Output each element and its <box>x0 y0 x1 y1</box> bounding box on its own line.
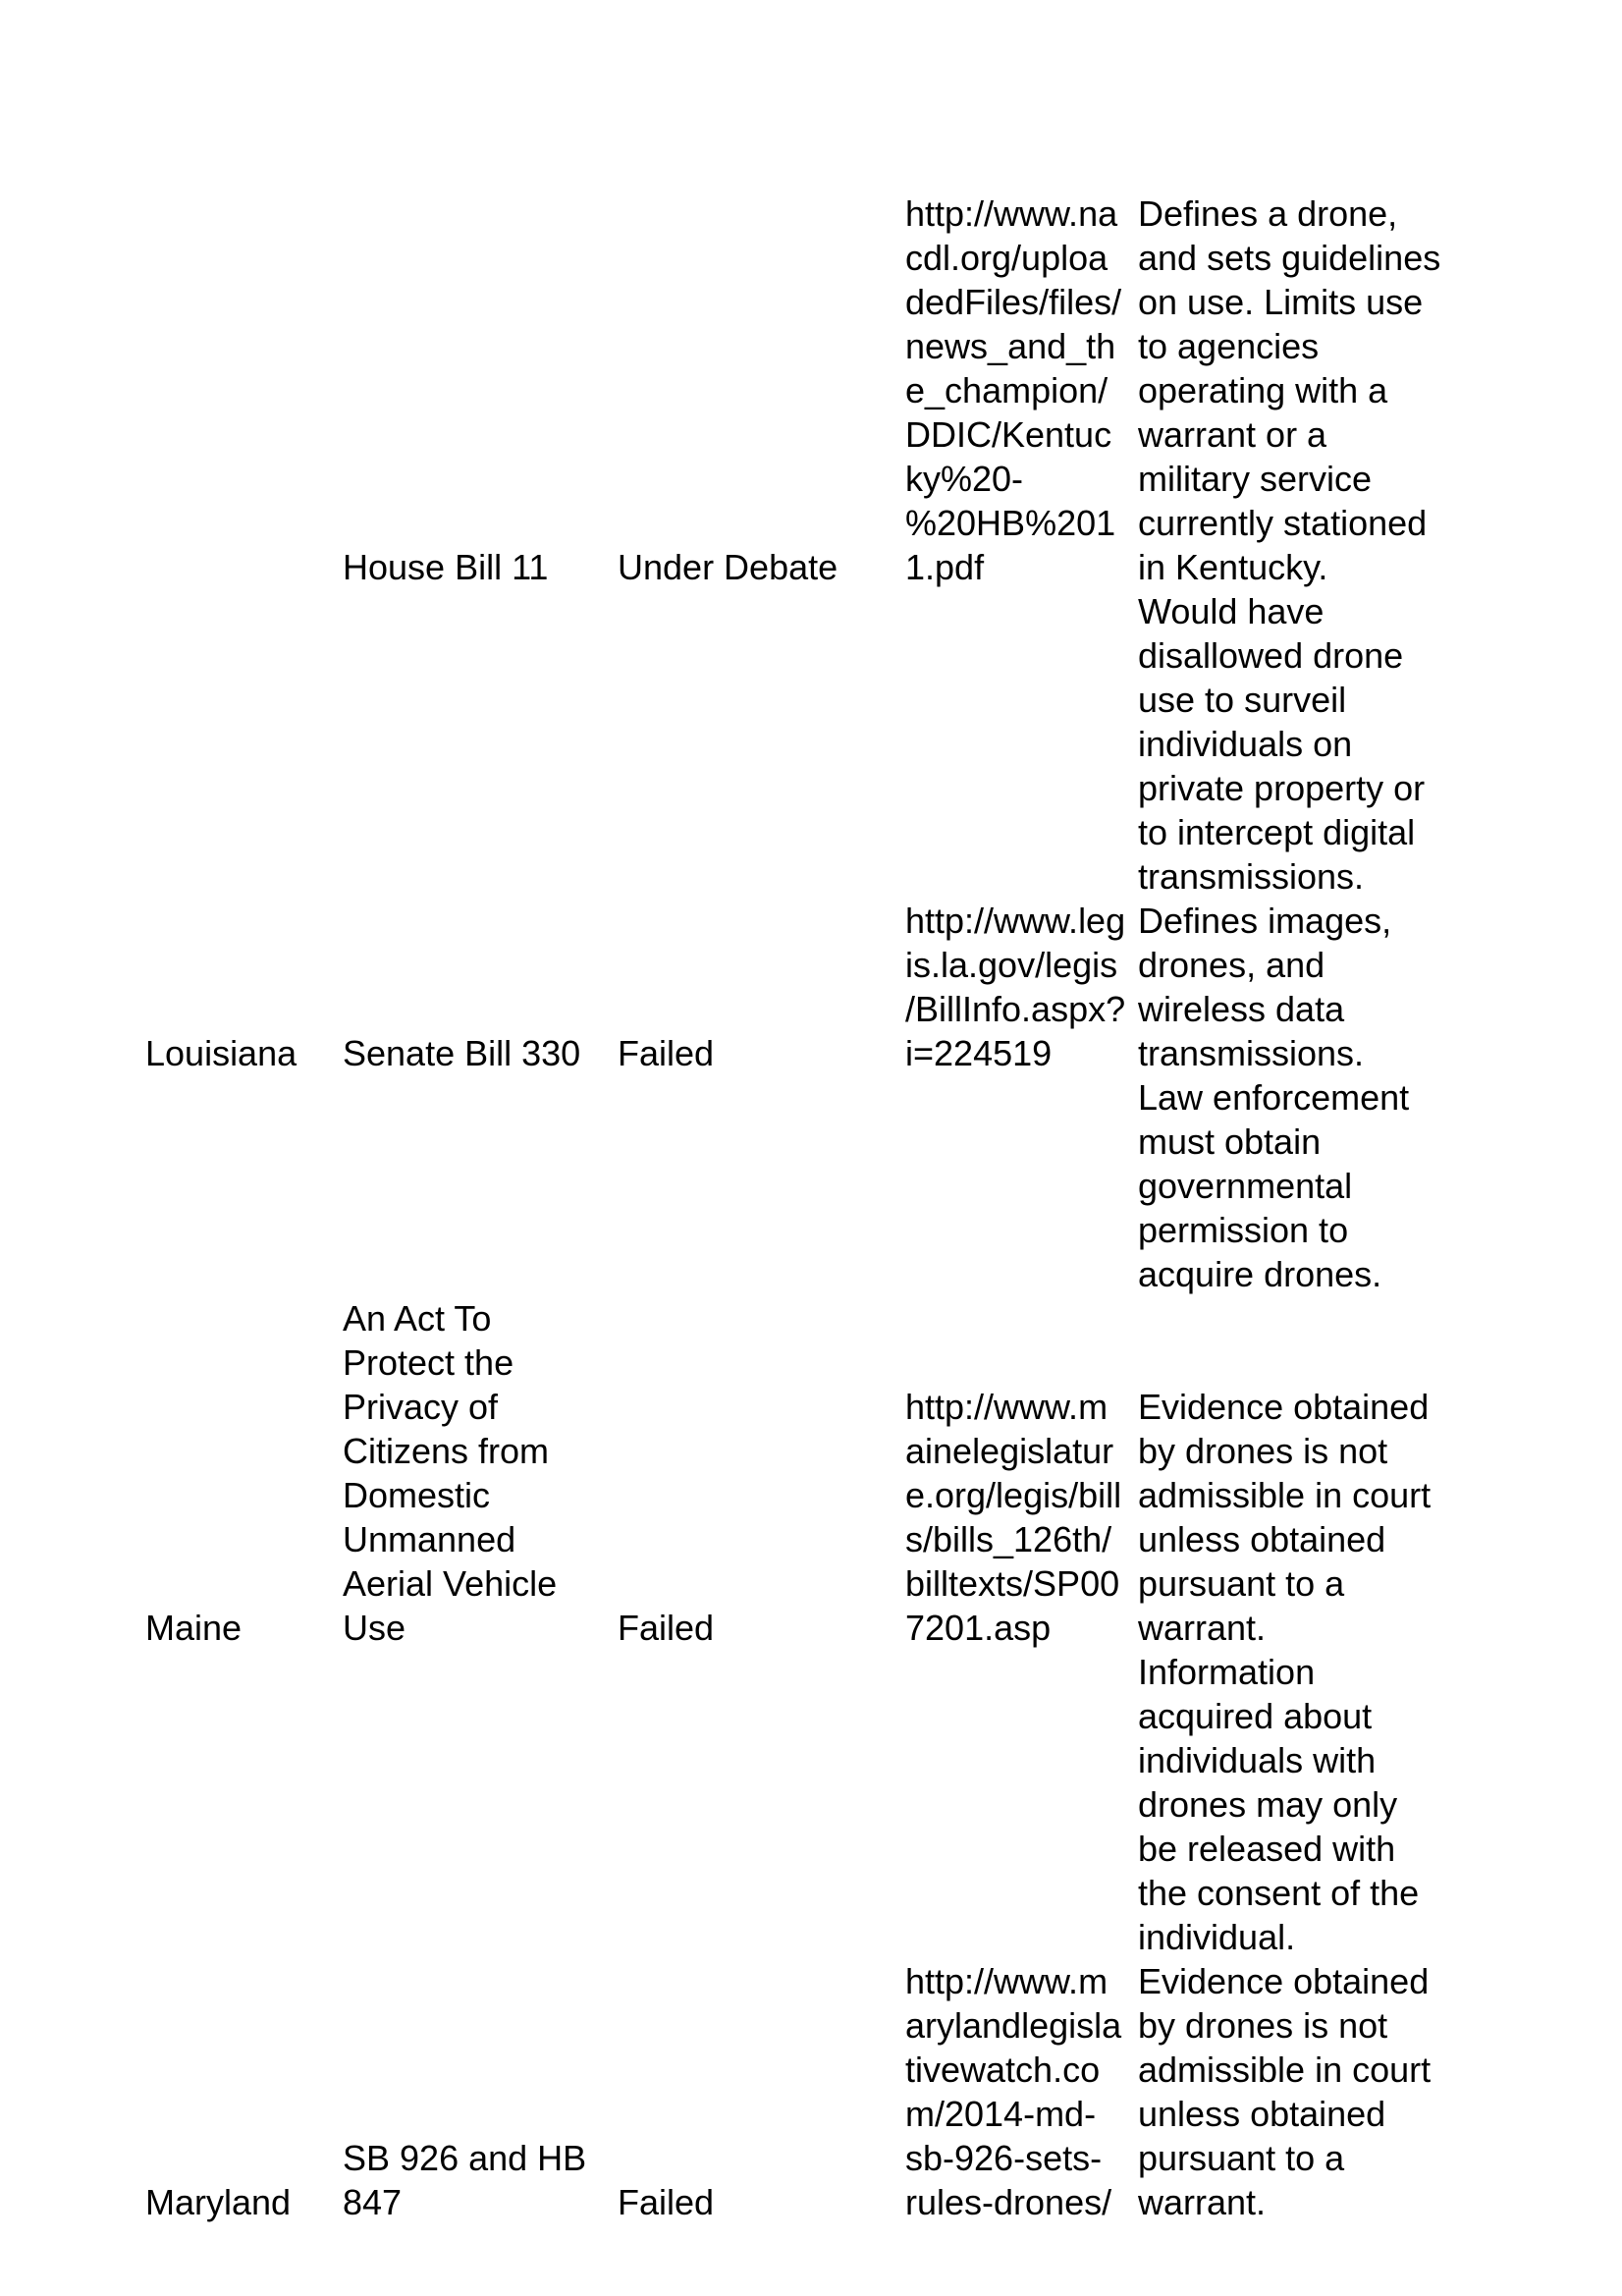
description-cell: Defines images, drones, and wireless data transmissions. <box>1138 901 1392 1073</box>
description-cell: Evidence obtained by drones is not admissible in court unless obtained pursuant to a warrant. <box>1138 1961 1432 2222</box>
description-cell: Defines a drone, and sets guidelines on use. Limits use to agencies operating with a warrant or a military service currently stationed in Kentucky. <box>1138 193 1441 587</box>
bill-link: http://www.m arylandlegisla tivewatch.co m/2014-md- sb-926-sets- rules-drones/ <box>905 1961 1122 2222</box>
table-row <box>139 1650 1446 1959</box>
status-cell: Under Debate <box>618 547 838 587</box>
link-cell[interactable] <box>899 899 1132 1075</box>
link-cell[interactable] <box>899 1296 1132 1650</box>
state-cell: Maryland <box>145 2182 292 2222</box>
bill-cell: Senate Bill 330 <box>343 1033 581 1073</box>
bill-link: http://www.na cdl.org/uploa dedFiles/files/ news_and_th e_champion/ DDIC/Kentuc ky%20- %20HB%201 1.pdf <box>905 193 1122 587</box>
bill-link: http://www.leg is.la.gov/legis /BillInfo.aspx? i=224519 <box>905 901 1126 1073</box>
table-row <box>139 1296 1446 1650</box>
bill-link: http://www.m ainelegislatur e.org/legis/bill s/bills_126th/ billtexts/SP00 7201.asp <box>905 1387 1122 1648</box>
bill-cell: SB 926 and HB 847 <box>343 2138 587 2222</box>
drone-legislation-table <box>139 191 1446 2224</box>
bill-cell: House Bill 11 <box>343 547 549 587</box>
description-cell: Would have disallowed drone use to surveil individuals on private property or to intercept digital transmissions. <box>1138 591 1426 897</box>
link-cell[interactable] <box>899 1959 1132 2224</box>
status-cell: Failed <box>618 2182 715 2222</box>
table-row <box>139 1959 1446 2224</box>
table-row <box>139 1075 1446 1296</box>
description-cell: Information acquired about individuals with drones may only be released with the consent of the individual. <box>1138 1652 1420 1957</box>
state-cell: Maine <box>145 1608 243 1648</box>
state-cell: Louisiana <box>145 1033 297 1073</box>
table-row <box>139 191 1446 589</box>
link-cell[interactable] <box>899 191 1132 589</box>
table-row <box>139 899 1446 1075</box>
description-cell: Evidence obtained by drones is not admissible in court unless obtained pursuant to a warrant. <box>1138 1387 1432 1648</box>
status-cell: Failed <box>618 1608 715 1648</box>
bill-cell: An Act To Protect the Privacy of Citizens from Domestic Unmanned Aerial Vehicle Use <box>343 1298 558 1648</box>
description-cell: Law enforcement must obtain governmental permission to acquire drones. <box>1138 1077 1410 1294</box>
status-cell: Failed <box>618 1033 715 1073</box>
state-cell <box>139 191 337 589</box>
table-row <box>139 589 1446 899</box>
